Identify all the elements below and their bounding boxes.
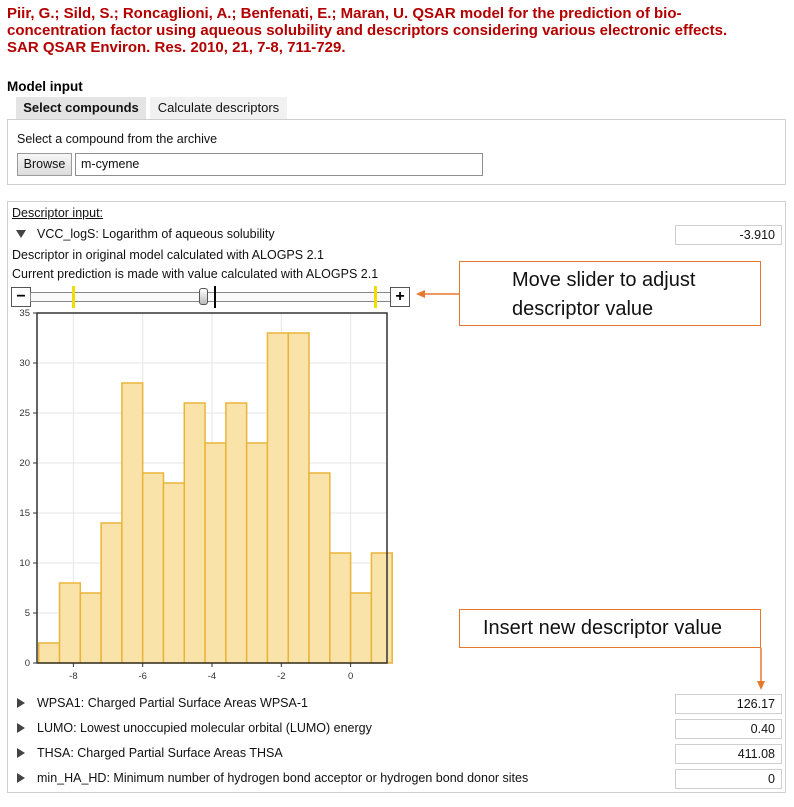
descriptor-input-label: Descriptor input: [12,206,104,220]
y-tick-label: 5 [24,608,30,619]
descriptor-name: VCC_logS: Logarithm of aqueous solubility [37,227,275,241]
descriptor-info-current: Current prediction is made with value calculated with ALOGPS 2.1 [12,267,379,281]
expand-arrow-icon[interactable] [17,723,25,733]
descriptor-row-lumo [0,719,794,739]
descriptor-name: LUMO: Lowest unoccupied molecular orbital (LUMO) energy [37,721,372,735]
insert-value-callout: Insert new descriptor value [459,609,761,648]
histogram-bar [39,643,60,663]
slider-callout-arrowhead [416,290,425,298]
x-tick-label: -2 [277,671,286,682]
histogram-bar [80,593,101,663]
histogram-bar [288,333,309,663]
model-input-title: Model input [7,79,83,94]
y-tick-label: 0 [24,658,30,669]
y-tick-label: 35 [19,308,30,319]
histogram-bar [330,553,351,663]
histogram-bar [205,443,226,663]
descriptor-name: THSA: Charged Partial Surface Areas THSA [37,746,283,760]
select-compound-label: Select a compound from the archive [17,132,218,146]
y-tick-label: 20 [19,458,30,469]
descriptor-value-input[interactable]: 0.40 [675,719,782,739]
histogram-bar [60,583,81,663]
histogram-bar [351,593,372,663]
y-tick-label: 15 [19,508,30,519]
slider-increase-button[interactable]: + [390,287,410,307]
descriptor-name: WPSA1: Charged Partial Surface Areas WPSA-1 [37,696,308,710]
descriptor-row-wpsa1 [0,694,794,714]
descriptor-row-thsa [0,744,794,764]
citation-line-1: Piir, G.; Sild, S.; Roncaglioni, A.; Benfenati, E.; Maran, U. QSAR model for the prediction of bio- [7,5,682,22]
histogram-bar [101,523,122,663]
x-tick-label: -4 [207,671,217,682]
histogram-bar [267,333,288,663]
slider-decrease-button[interactable]: − [11,287,31,307]
slider-callout [459,261,761,326]
histogram-bar [122,383,143,663]
insert-callout-arrowhead [757,681,765,690]
histogram-bar [163,483,184,663]
y-tick-label: 25 [19,408,30,419]
histogram-bar [143,473,164,663]
descriptor-name: min_HA_HD: Minimum number of hydrogen bond acceptor or hydrogen bond donor sites [37,771,529,785]
tab-calculate-descriptors[interactable]: Calculate descriptors [150,97,287,119]
expand-arrow-icon[interactable] [17,698,25,708]
citation-line-3: SAR QSAR Environ. Res. 2010, 21, 7-8, 711-729. [7,39,346,56]
histogram-bar [247,443,268,663]
citation-line-2: concentration factor using aqueous solubility and descriptors considering various electronic effects. [7,22,728,39]
slider-callout-line-2: descriptor value [512,298,654,320]
browse-button[interactable]: Browse [17,153,72,176]
y-tick-label: 10 [19,558,30,569]
histogram-bar [371,553,392,663]
x-tick-label: -8 [69,671,78,682]
histogram-bar [226,403,247,663]
histogram-bar [309,473,330,663]
tab-select-compounds[interactable]: Select compounds [16,97,146,119]
expand-arrow-icon[interactable] [17,748,25,758]
slider-callout-line-1: Move slider to adjust [512,269,696,291]
descriptor-value-input[interactable]: 126.17 [675,694,782,714]
y-tick-label: 30 [19,358,30,369]
expand-arrow-icon[interactable] [17,773,25,783]
descriptor-value-input[interactable]: 0 [675,769,782,789]
histogram-bar [184,403,205,663]
descriptor-value-input[interactable]: 411.08 [675,744,782,764]
descriptor-row-min-ha-hd [0,769,794,789]
descriptor-info-original: Descriptor in original model calculated with ALOGPS 2.1 [12,248,324,262]
x-tick-label: -6 [138,671,147,682]
descriptor-value-input[interactable]: -3.910 [675,225,782,245]
x-tick-label: 0 [347,671,354,682]
compound-input[interactable]: m-cymene [75,153,483,176]
